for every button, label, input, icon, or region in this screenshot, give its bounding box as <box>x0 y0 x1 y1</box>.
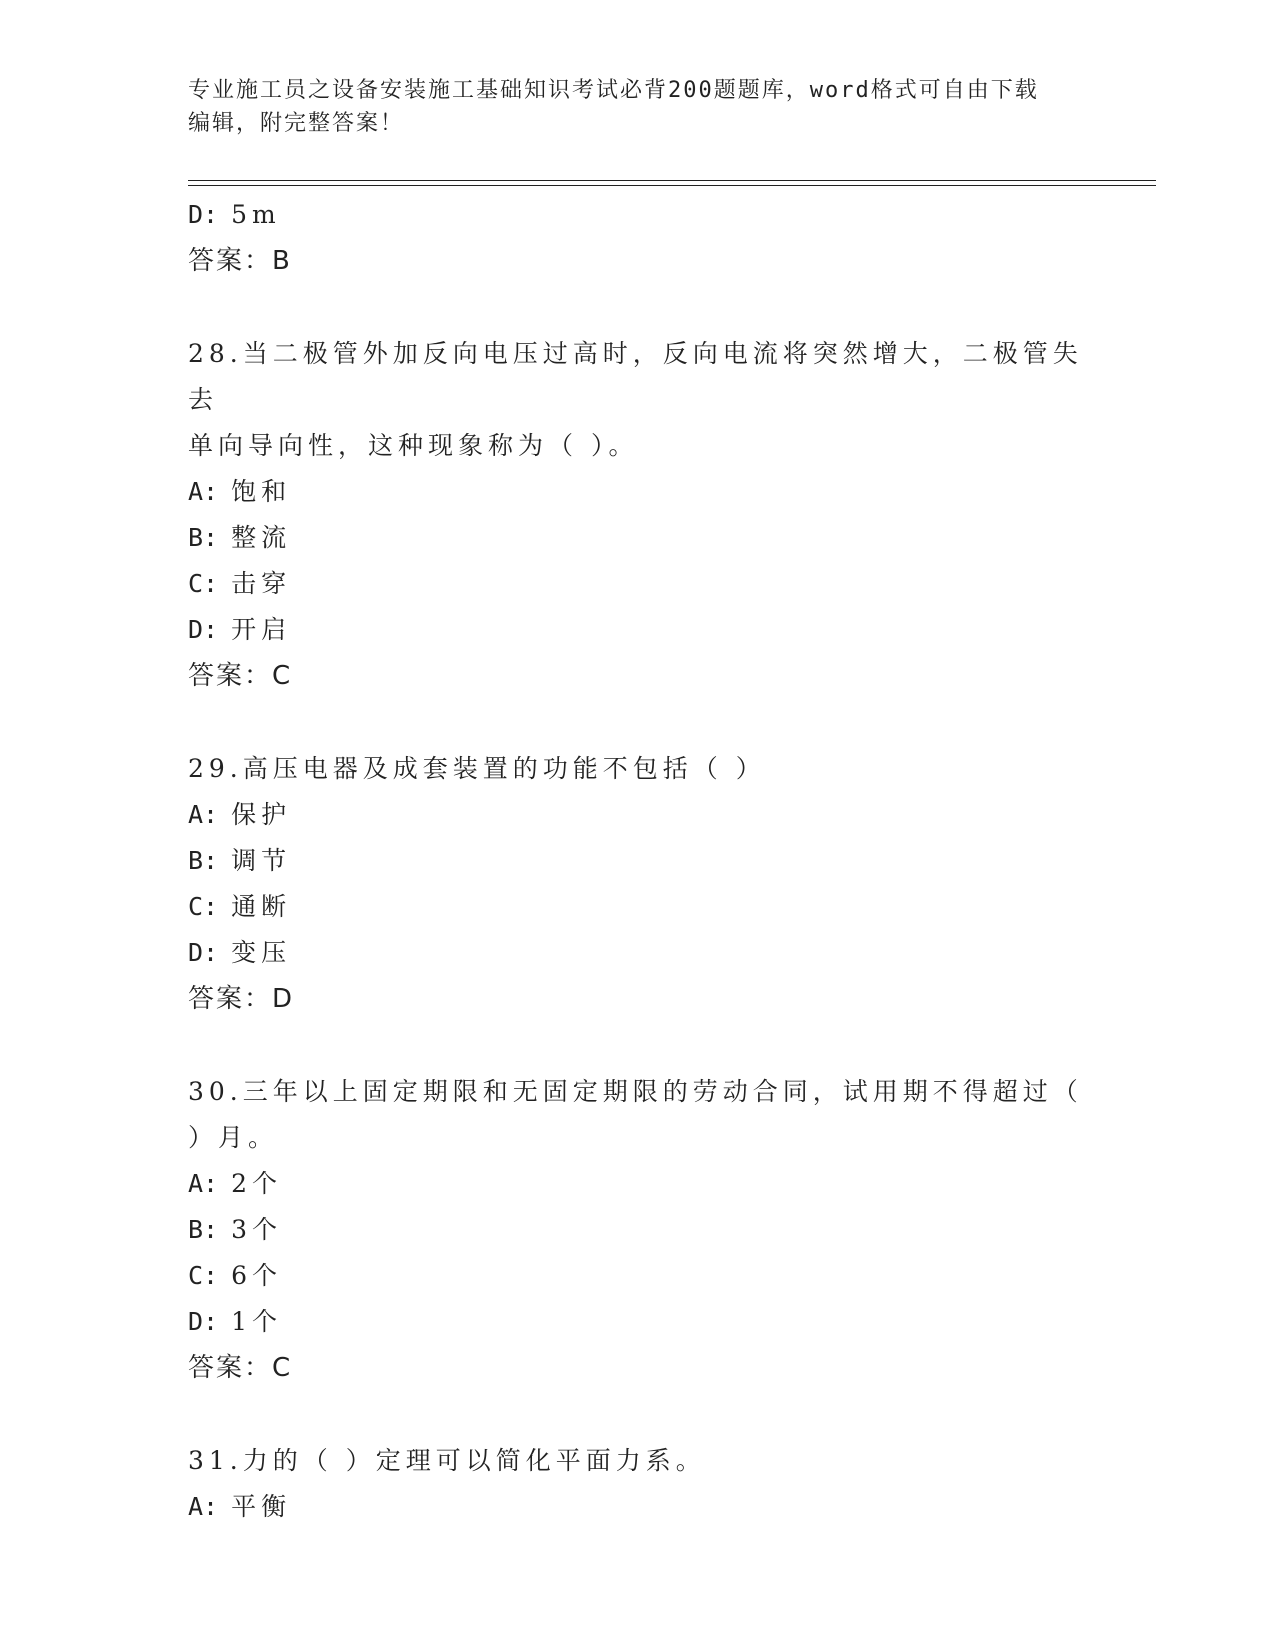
document-header <box>188 74 1088 140</box>
option-text: 3个 <box>231 1215 282 1244</box>
option-c <box>188 561 1148 607</box>
option-label: A: <box>188 1169 219 1198</box>
option-text: 1个 <box>231 1307 282 1336</box>
option-text: 开启 <box>231 615 292 644</box>
spacer <box>188 699 1148 746</box>
question-text: 28.当二极管外加反向电压过高时，反向电流将突然增大，二极管失去 <box>188 339 1083 414</box>
option-text: 保护 <box>231 800 292 829</box>
spacer <box>188 1391 1148 1438</box>
option-text: 饱和 <box>231 477 292 506</box>
option-d <box>188 607 1148 653</box>
question-list <box>188 192 1148 1530</box>
option-d <box>188 930 1148 976</box>
option-a <box>188 469 1148 515</box>
option-c <box>188 884 1148 930</box>
option-a <box>188 1484 1148 1530</box>
option-b <box>188 1207 1148 1253</box>
header-divider-bottom <box>188 185 1156 186</box>
header-divider-top <box>188 180 1156 181</box>
option-label: D: <box>188 200 219 229</box>
question-28 <box>188 331 1148 699</box>
question-31 <box>188 1438 1148 1530</box>
option-label: C: <box>188 1261 219 1290</box>
option-label: B: <box>188 846 219 875</box>
prev-answer: 答案：B <box>188 246 292 276</box>
question-text-cont: 单向导向性，这种现象称为（ ）。 <box>188 431 639 460</box>
option-text: 通断 <box>231 892 292 921</box>
option-b <box>188 515 1148 561</box>
option-text: 2个 <box>231 1169 282 1198</box>
header-title-line-1: 专业施工员之设备安装施工基础知识考试必背200题题库，word格式可自由下载 <box>188 78 1039 103</box>
option-a <box>188 792 1148 838</box>
option-label: D: <box>188 938 219 967</box>
option-text: 6个 <box>231 1261 282 1290</box>
header-title-line-2: 编辑，附完整答案！ <box>188 111 405 136</box>
option-text: 变压 <box>231 938 292 967</box>
option-label: C: <box>188 569 219 598</box>
option-label: B: <box>188 523 219 552</box>
option-text: 5m <box>231 200 281 229</box>
spacer <box>188 284 1148 331</box>
prev-option-d <box>188 192 1148 238</box>
option-label: D: <box>188 1307 219 1336</box>
option-text: 调节 <box>231 846 292 875</box>
answer: 答案：C <box>188 1353 293 1383</box>
option-label: B: <box>188 1215 219 1244</box>
answer: 答案：D <box>188 984 295 1014</box>
question-text: 29.高压电器及成套装置的功能不包括（ ） <box>188 754 766 783</box>
question-text: 31.力的（ ）定理可以简化平面力系。 <box>188 1446 706 1475</box>
answer: 答案：C <box>188 661 293 691</box>
option-text: 整流 <box>231 523 292 552</box>
option-label: D: <box>188 615 219 644</box>
option-label: A: <box>188 1492 219 1521</box>
spacer <box>188 1022 1148 1069</box>
question-text: 30.三年以上固定期限和无固定期限的劳动合同，试用期不得超过（ <box>188 1077 1083 1106</box>
option-text: 击穿 <box>231 569 292 598</box>
option-a <box>188 1161 1148 1207</box>
option-c <box>188 1253 1148 1299</box>
option-label: A: <box>188 800 219 829</box>
question-30 <box>188 1069 1148 1391</box>
option-b <box>188 838 1148 884</box>
question-text-cont: ）月。 <box>188 1123 279 1152</box>
option-label: A: <box>188 477 219 506</box>
option-text: 平衡 <box>231 1492 292 1521</box>
option-label: C: <box>188 892 219 921</box>
question-29 <box>188 746 1148 1022</box>
option-d <box>188 1299 1148 1345</box>
